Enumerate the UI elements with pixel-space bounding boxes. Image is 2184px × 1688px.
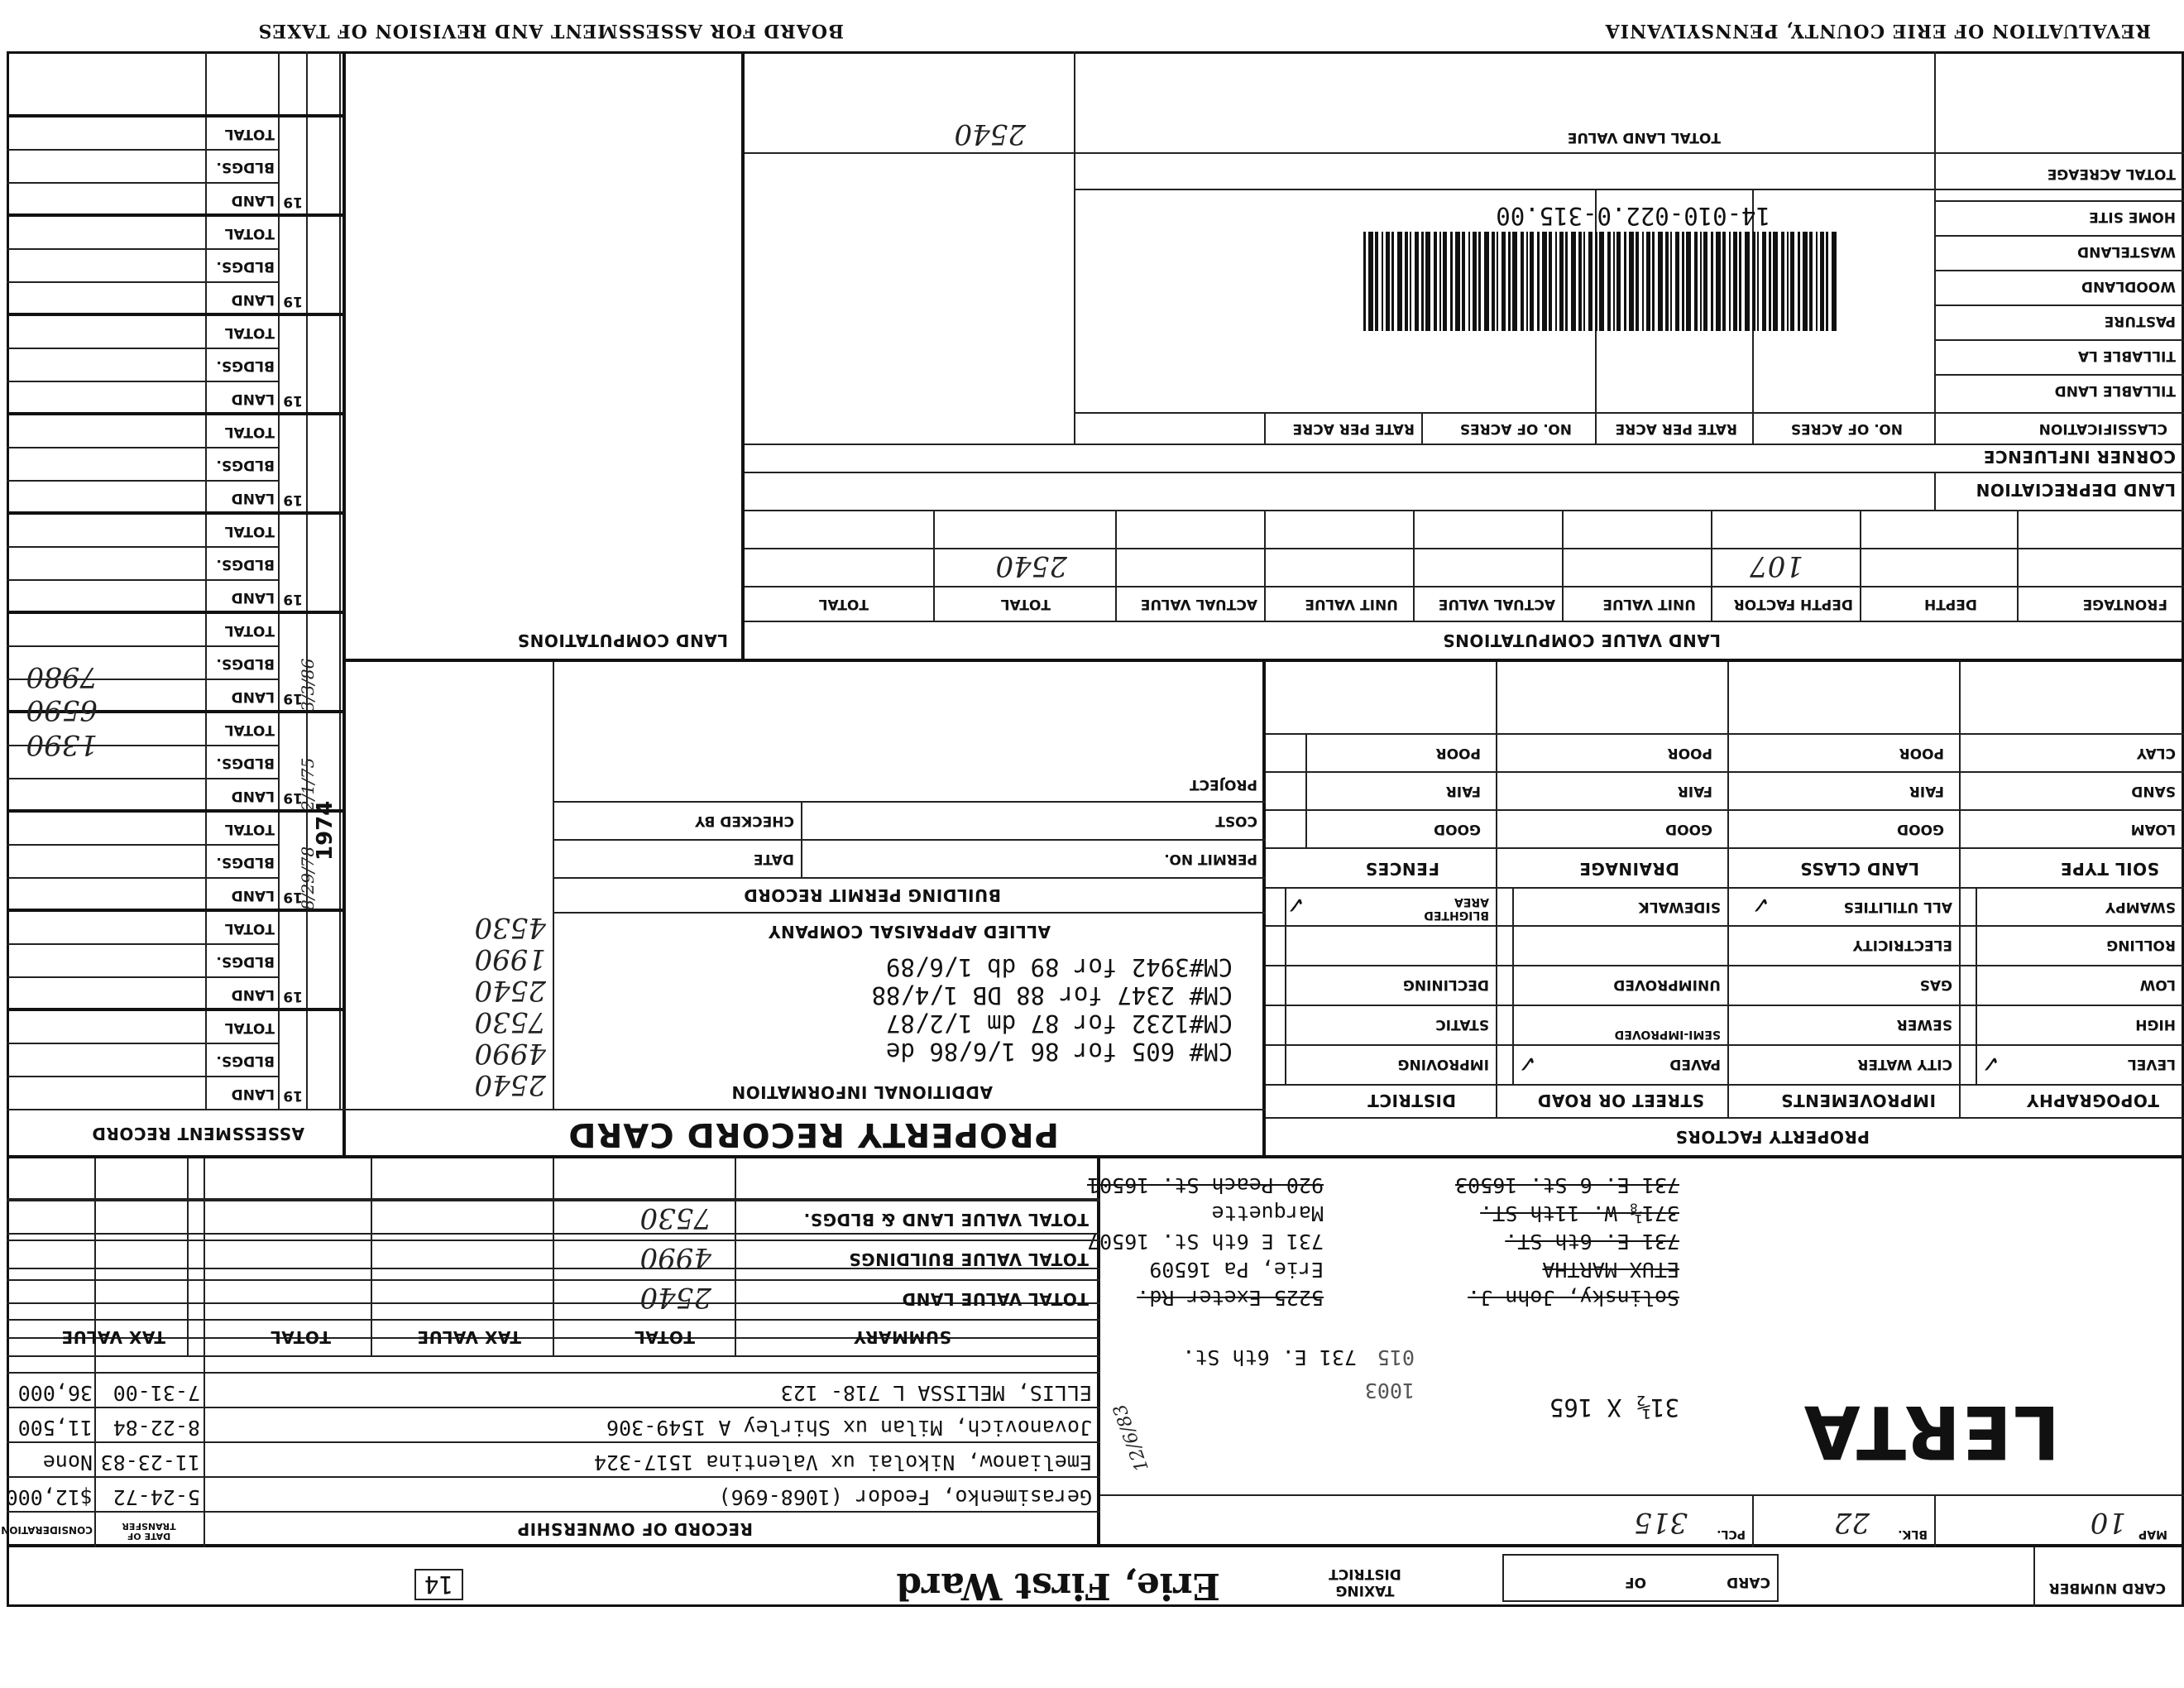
imp-sewer: SEWER (1896, 1016, 1952, 1033)
assessment-row-line (7, 348, 280, 349)
class-woodland: WOODLAND (2081, 278, 2176, 295)
summary-tax-header-2: TAX VALUE (61, 1327, 165, 1347)
land-computations-title: LAND COMPUTATIONS (517, 631, 728, 650)
assessment-row-label: TOTAL (224, 1019, 275, 1036)
assessment-block-separator (7, 511, 346, 515)
barcode-bar (1722, 232, 1726, 331)
col-actual-value: ACTUAL VALUE (1438, 596, 1555, 612)
barcode-bar (1450, 232, 1453, 331)
barcode-bar (1616, 232, 1621, 331)
assessment-row-label: LAND (231, 291, 275, 308)
barcode-bar (1434, 232, 1437, 331)
barcode-bar (1512, 232, 1517, 331)
permit-date-label: DATE (753, 851, 794, 867)
assessment-row-label: TOTAL (224, 324, 275, 341)
barcode-bar (1739, 232, 1741, 331)
assessment-row-label: LAND (231, 788, 275, 804)
grade-fair: FAIR (1677, 783, 1712, 799)
topo-rolling: ROLLING (2106, 937, 2176, 953)
assessment-block-separator (7, 412, 346, 415)
blk-label: BLK. (1898, 1527, 1928, 1541)
grade-poor: POOR (1667, 745, 1712, 761)
assessment-row-line (7, 844, 280, 846)
of-label: OF (1624, 1574, 1646, 1590)
district-static: STATIC (1435, 1016, 1489, 1033)
taxing-district-label: TAXING DISTRICT (1329, 1566, 1401, 1599)
summary-label-land: TOTAL VALUE LAND (902, 1289, 1089, 1309)
barcode-bar (1787, 232, 1789, 331)
assessment-row-line (7, 248, 280, 250)
barcode-bar (1555, 232, 1557, 331)
assessment-year-prefix: 19 (283, 1087, 303, 1104)
barcode-bar (1530, 232, 1534, 331)
barcode-bar (1391, 232, 1394, 331)
assessment-row-label: TOTAL (224, 722, 275, 738)
summary-total-buildings: 4990 (639, 1241, 711, 1274)
assessment-row-label: BLDGS. (216, 556, 275, 573)
imp-gas: GAS (1919, 976, 1952, 993)
assessment-title: ASSESSMENT RECORD (91, 1124, 304, 1144)
assessment-row-line (7, 1043, 280, 1044)
col-district: DISTRICT (1367, 1091, 1456, 1110)
barcode-bar (1588, 232, 1592, 331)
assessment-row-label: BLDGS. (216, 1053, 275, 1069)
assessment-row-label: LAND (231, 688, 275, 705)
col-fences: FENCES (1365, 859, 1439, 879)
district-blighted: BLIGHTED AREA (1424, 895, 1489, 922)
imp-city-water: CITY WATER (1857, 1056, 1952, 1072)
appraisal-company: ALLIED APPRAISAL COMPANY (768, 922, 1051, 942)
blk-value: 22 (1833, 1506, 1870, 1539)
col-actual-value-2: ACTUAL VALUE (1140, 596, 1257, 612)
assessment-block-separator (7, 809, 346, 813)
assessment-row-line (7, 480, 280, 482)
assessment-total-1974: 7980 (26, 660, 98, 693)
permit-project-label: PROJECT (1189, 776, 1257, 793)
card-label: CARD (1727, 1574, 1770, 1590)
assessment-row-line (7, 976, 280, 978)
assessment-block-separator (7, 313, 346, 316)
barcode-bar (1559, 232, 1564, 331)
col-total: TOTAL (1000, 596, 1051, 612)
class-pasture: PASTURE (2104, 313, 2176, 329)
soil-sand: SAND (2131, 783, 2176, 799)
owner-code-2: 015 (1377, 1345, 1415, 1369)
assessment-row-line (7, 645, 280, 647)
summary-total-header: TOTAL (634, 1327, 695, 1347)
property-factors-title: PROPERTY FACTORS (1675, 1127, 1870, 1147)
assessment-row-label: BLDGS. (216, 755, 275, 771)
assessment-row-label: TOTAL (224, 821, 275, 837)
owner-code-1: 1003 (1364, 1379, 1415, 1403)
grade-fair: FAIR (1909, 783, 1944, 799)
barcode-bar (1711, 232, 1713, 331)
street-unimproved: UNIMPROVED (1613, 976, 1721, 993)
summary-total-header-2: TOTAL (270, 1327, 331, 1347)
assessment-year-prefix: 19 (283, 789, 303, 806)
barcode-bar (1716, 232, 1721, 331)
barcode-bar (1421, 232, 1424, 331)
col-frontage: FRONTAGE (2082, 596, 2167, 612)
barcode-bar (1363, 232, 1366, 331)
col-depth: DEPTH (1923, 596, 1977, 612)
assessment-land-1974: 1390 (26, 728, 98, 761)
land-value-section (517, 51, 2184, 662)
assessment-row-label: LAND (231, 490, 275, 506)
col-soil-type: SOIL TYPE (2060, 859, 2159, 879)
barcode-bar (1629, 232, 1634, 331)
district-improving: IMPROVING (1397, 1056, 1489, 1072)
barcode-bar (1769, 232, 1771, 331)
grade-poor: POOR (1899, 745, 1944, 761)
assessment-row-label: TOTAL (224, 920, 275, 937)
barcode-bar (1571, 232, 1576, 331)
building-permit-title: BUILDING PERMIT RECORD (743, 885, 1001, 905)
total-land-value-label: TOTAL LAND VALUE (1567, 129, 1721, 146)
assessment-row-label: BLDGS. (216, 258, 275, 275)
handwritten-values-column: 2540 4990 7530 2540 1990 4530 (474, 911, 546, 1101)
ownership-title: RECORD OF OWNERSHIP (517, 1519, 753, 1539)
topo-swampy: SWAMPY (2105, 899, 2176, 915)
summary-tax-header: TAX VALUE (417, 1327, 521, 1347)
additional-info-title: ADDITIONAL INFORMATION (730, 1082, 993, 1102)
barcode-bar (1473, 232, 1477, 331)
summary-title: SUMMARY (853, 1327, 951, 1347)
footer-left: REVALUATION OF ERIE COUNTY, PENNSYLVANIA (1604, 20, 2151, 41)
date-transfer-label: DATE OF TRANSFER (122, 1521, 176, 1542)
assessment-row-label: BLDGS. (216, 854, 275, 870)
check-mark: ✓ (1980, 1050, 2000, 1077)
assessment-block-separator (7, 909, 346, 912)
assessment-row-line (7, 943, 280, 945)
depth-factor-value: 107 (1750, 549, 1803, 583)
barcode-bar (1665, 232, 1669, 331)
owner-names-previous: Solinsky, John J. ETUX MARTHA 731 E. 6th ST. 371⅛ W. 11th ST. 731 E. 6 St. 16503 (1455, 1173, 1679, 1310)
class-home-site: HOME SITE (2089, 209, 2176, 225)
permit-checked-by-label: CHECKED BY (695, 813, 794, 829)
barcode-bar (1757, 232, 1759, 331)
barcode-bar (1790, 232, 1794, 331)
grade-poor: POOR (1435, 745, 1481, 761)
barcode-text: 14-010-022.0-315.00 (1496, 202, 1770, 230)
barcode-bar (1773, 232, 1778, 331)
barcode-bar (1468, 232, 1470, 331)
property-factors (1266, 662, 2184, 1158)
ownership-table: RECORD OF OWNERSHIP DATE OF TRANSFER CONSIDERATION Gerasimenko, Feodor (1068-696) 5-24-72 $12,000 Emelianow, Nikolai ux Valentina 1517-324 11-23-83 None Jovanovich, Milan ux Shirley A 1549-306 8-22-84 11,500 ELLIS, MELISSA L 718- 123 7-31-00 36,000 (7, 1158, 1100, 1547)
barcode-bar (1425, 232, 1430, 331)
check-mark: ✓ (1751, 891, 1770, 918)
assessment-row-label: BLDGS. (216, 357, 275, 374)
assessment-bldgs-1974: 6590 (26, 693, 98, 727)
barcode-bar (1745, 232, 1750, 331)
barcode-bar (1686, 232, 1691, 331)
district-code: 14 (414, 1569, 463, 1600)
card-number-label: CARD NUMBER (2048, 1580, 2166, 1596)
check-mark: ✓ (1517, 1050, 1537, 1077)
barcode-bar (1803, 232, 1808, 331)
barcode-bar (1542, 232, 1547, 331)
col-classification: CLASSIFICATION (2038, 420, 2167, 437)
summary-table (7, 1158, 1100, 1357)
class-tillable-la: TILLABLE LA (2077, 348, 2176, 364)
assessment-row-line (7, 182, 280, 184)
assessment-year-prefix: 19 (283, 690, 303, 707)
grade-fair: FAIR (1445, 783, 1481, 799)
assessment-row-line (7, 546, 280, 548)
street-sidewalk: SIDEWALK (1638, 899, 1721, 915)
corner-influence-label: CORNER INFLUENCE (1983, 447, 2176, 467)
barcode-bar (1599, 232, 1604, 331)
assessment-row-label: LAND (231, 192, 275, 209)
barcode-bar (1502, 232, 1506, 331)
grade-good: GOOD (1434, 821, 1481, 837)
grade-good: GOOD (1665, 821, 1712, 837)
barcode-bar (1703, 232, 1707, 331)
footer-right: BOARD FOR ASSESSMENT AND REVISION OF TAXES (257, 20, 844, 41)
barcode-bar (1497, 232, 1498, 331)
barcode-bar (1682, 232, 1684, 331)
pcl-label: PCL. (1717, 1527, 1746, 1541)
barcode-bar (1624, 232, 1626, 331)
class-total-acreage: TOTAL ACREAGE (2047, 165, 2176, 182)
barcode-bar (1455, 232, 1460, 331)
stamp-date: 2/1/75 (298, 757, 318, 811)
barcode-bar (1386, 232, 1390, 331)
assessment-row-line (7, 579, 280, 581)
barcode-bar (1443, 232, 1447, 331)
land-value-title: LAND VALUE COMPUTATIONS (1442, 631, 1721, 650)
assessment-row-line (7, 281, 280, 283)
summary-label-total: TOTAL VALUE LAND & BLDGS. (803, 1210, 1089, 1230)
barcode (1357, 199, 1837, 331)
permit-cost-label: COST (1215, 813, 1257, 829)
col-no-acres-2: NO. OF ACRES (1459, 420, 1572, 437)
assessment-year-prefix: 19 (283, 988, 303, 1005)
assessment-year-prefix: 19 (283, 591, 303, 607)
assessment-year-prefix: 19 (283, 889, 303, 905)
owner-name-stamp: LERTA (1802, 1389, 2060, 1475)
card-title: PROPERTY RECORD CARD (568, 1115, 1059, 1153)
col-topography: TOPOGRAPHY (2026, 1091, 2159, 1110)
assessment-row-label: TOTAL (224, 424, 275, 440)
col-rate-acre-2: RATE PER ACRE (1292, 420, 1415, 437)
barcode-bar (1752, 232, 1755, 331)
center-block (339, 662, 1266, 1158)
barcode-bar (1826, 232, 1828, 331)
lot-dimensions: 31½ X 165 (1549, 1393, 1679, 1422)
barcode-bar (1816, 232, 1818, 331)
assessment-year-prefix: 19 (283, 392, 303, 409)
permit-no-label: PERMIT NO. (1164, 851, 1257, 867)
barcode-bar (1537, 232, 1540, 331)
assessment-row-label: BLDGS. (216, 953, 275, 970)
stamp-date: 8/29/78 (298, 846, 318, 910)
assessment-year-stamp: 1974 (313, 800, 338, 861)
col-drainage: DRAINAGE (1578, 859, 1679, 879)
col-land-class: LAND CLASS (1799, 859, 1919, 879)
owner-addresses: 5225 Exeter Rd. Erie, Pa 16509 731 E 6th St. 16507 Marquette 920 Peach St. 16501 (1087, 1173, 1324, 1310)
barcode-bar (1578, 232, 1582, 331)
barcode-bar (1397, 232, 1402, 331)
col-improvements: IMPROVEMENTS (1780, 1091, 1936, 1110)
owner-address-line: 731 E. 6th St. (1182, 1345, 1357, 1369)
consideration-label: CONSIDERATION (1, 1524, 93, 1536)
assessment-row-label: LAND (231, 1086, 275, 1102)
barcode-bar (1652, 232, 1655, 331)
barcode-bar (1646, 232, 1650, 331)
barcode-bar (1658, 232, 1663, 331)
assessment-rows (7, 51, 346, 1110)
barcode-bar (1781, 232, 1784, 331)
soil-loam: LOAM (2130, 821, 2176, 837)
class-wasteland: WASTELAND (2077, 243, 2176, 260)
assessment-row-label: LAND (231, 986, 275, 1003)
barcode-bar (1762, 232, 1766, 331)
barcode-bar (1675, 232, 1679, 331)
district-declining: DECLINING (1402, 976, 1489, 993)
barcode-bar (1526, 232, 1528, 331)
map-value: 10 (2090, 1506, 2126, 1539)
barcode-bar (1798, 232, 1800, 331)
barcode-bar (1439, 232, 1441, 331)
check-mark: ✓ (1286, 891, 1305, 918)
assessment-row-label: TOTAL (224, 523, 275, 539)
barcode-bar (1832, 232, 1837, 331)
assessment-row-label: TOTAL (224, 126, 275, 142)
summary-total-land: 2540 (639, 1281, 711, 1314)
assessment-block-separator (7, 1008, 346, 1011)
assessment-year-prefix: 19 (283, 492, 303, 508)
barcode-bar (1375, 232, 1378, 331)
barcode-bar (1729, 232, 1731, 331)
col-no-acres: NO. OF ACRES (1790, 420, 1903, 437)
stamp-date: 3/3/86 (298, 658, 318, 712)
assessment-row-label: BLDGS. (216, 159, 275, 175)
barcode-bar (1405, 232, 1408, 331)
assessment-row-label: LAND (231, 589, 275, 606)
barcode-bar (1642, 232, 1644, 331)
barcode-bar (1733, 232, 1737, 331)
pcl-value: 315 (1634, 1506, 1688, 1539)
additional-info-lines: CM# 605 for 86 1/6/86 de CM#1232 for 87 dm 1/2/87 CM# 2347 for 88 DB 1/4/88 CM#3942 for 89 db 1/6/89 (871, 953, 1233, 1066)
barcode-bar (1410, 232, 1411, 331)
barcode-bar (1549, 232, 1552, 331)
barcode-bar (1484, 232, 1489, 331)
barcode-bar (1462, 232, 1465, 331)
assessment-row-line (7, 381, 280, 382)
barcode-bars (1357, 232, 1837, 331)
assessment-row-label: LAND (231, 887, 275, 904)
land-total-value: 2540 (995, 549, 1067, 583)
col-total-2: TOTAL (818, 596, 869, 612)
land-depreciation-label: LAND DEPRECIATION (1976, 480, 2176, 500)
assessment-block-separator (7, 114, 346, 117)
col-unit-value-2: UNIT VALUE (1305, 596, 1398, 612)
assessment-row-label: TOTAL (224, 622, 275, 639)
barcode-bar (1607, 232, 1611, 331)
assessment-row-label: TOTAL (224, 225, 275, 242)
class-tillable-land: TILLABLE LAND (2054, 382, 2176, 399)
assessment-row-line (7, 149, 280, 151)
assessment-row-line (7, 447, 280, 448)
assessment-block-separator (7, 611, 346, 614)
barcode-bar (1583, 232, 1585, 331)
assessment-row-line (7, 877, 280, 879)
assessment-block-separator (7, 213, 346, 217)
barcode-bar (1636, 232, 1639, 331)
assessment-year-prefix: 19 (283, 194, 303, 210)
imp-all-utilities: ALL UTILITIES (1843, 899, 1952, 915)
barcode-bar (1382, 232, 1383, 331)
street-semi-improved: SEMI-IMPROVED (1614, 1028, 1721, 1041)
handwritten-date: 12/6/83 (1109, 1401, 1153, 1475)
barcode-bar (1700, 232, 1702, 331)
assessment-row-label: LAND (231, 391, 275, 407)
barcode-bar (1368, 232, 1373, 331)
barcode-bar (1820, 232, 1824, 331)
assessment-row-line (7, 778, 280, 779)
taxing-district-value: Erie, First Ward (896, 1565, 1220, 1607)
barcode-bar (1415, 232, 1419, 331)
topo-high: HIGH (2135, 1016, 2176, 1033)
summary-label-buildings: TOTAL VALUE BUILDINGS (848, 1249, 1089, 1269)
assessment-record (7, 51, 346, 1158)
barcode-bar (1521, 232, 1524, 331)
barcode-bar (1565, 232, 1568, 331)
col-unit-value: UNIT VALUE (1602, 596, 1696, 612)
barcode-bar (1613, 232, 1615, 331)
assessment-row-line (7, 1076, 280, 1077)
map-label: MAP (2138, 1527, 2167, 1541)
total-land-value: 2540 (954, 117, 1026, 151)
col-street: STREET OR ROAD (1537, 1091, 1704, 1110)
topo-level: LEVEL (2127, 1056, 2176, 1072)
barcode-bar (1508, 232, 1511, 331)
barcode-bar (1809, 232, 1813, 331)
col-depth-factor: DEPTH FACTOR (1733, 596, 1853, 612)
barcode-bar (1478, 232, 1481, 331)
summary-total-all: 7530 (639, 1201, 711, 1235)
barcode-bar (1595, 232, 1597, 331)
col-rate-acre: RATE PER ACRE (1615, 420, 1737, 437)
barcode-bar (1694, 232, 1698, 331)
barcode-bar (1492, 232, 1495, 331)
street-paved: PAVED (1669, 1056, 1721, 1072)
assessment-row-label: BLDGS. (216, 655, 275, 672)
barcode-bar (1670, 232, 1672, 331)
assessment-year-prefix: 19 (283, 293, 303, 309)
imp-electricity: ELECTRICITY (1852, 937, 1952, 953)
soil-clay: CLAY (2136, 745, 2176, 761)
grade-good: GOOD (1897, 821, 1944, 837)
topo-low: LOW (2139, 976, 2176, 993)
assessment-row-label: BLDGS. (216, 457, 275, 473)
